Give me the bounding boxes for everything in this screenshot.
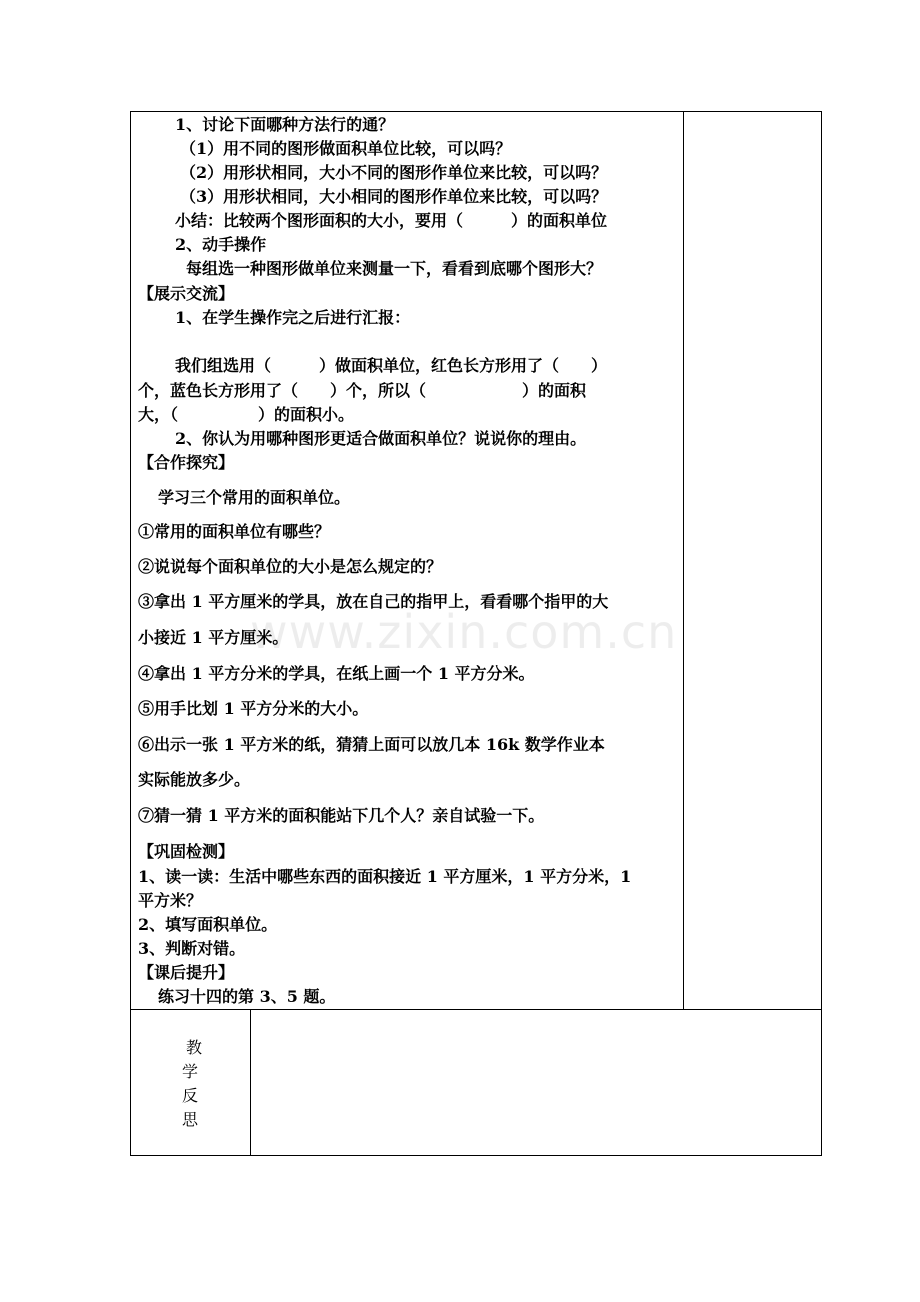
explore-item-7: ⑦猜一猜 1 平方米的面积能站下几个人？亲自试验一下。 xyxy=(138,806,545,825)
hands-on-instruction: 每组选一种图形做单位来测量一下，看看到底哪个图形大？ xyxy=(186,259,603,278)
after-class-exercise: 练习十四的第 3、5 题。 xyxy=(158,987,336,1006)
reflection-char-4: 思 xyxy=(182,1110,199,1129)
discussion-question: 1、讨论下面哪种方法行的通？ xyxy=(175,115,395,134)
reflection-char-2: 学 xyxy=(182,1062,199,1081)
section-heading-explore: 【合作探究】 xyxy=(138,453,235,472)
explore-intro: 学习三个常用的面积单位。 xyxy=(158,488,351,507)
section-heading-display: 【展示交流】 xyxy=(138,284,235,303)
explore-item-5: ⑤用手比划 1 平方分米的大小。 xyxy=(138,699,369,718)
reflection-char-3: 反 xyxy=(182,1086,199,1105)
option-3: （3）用形状相同，大小相同的图形作单位来比较，可以吗？ xyxy=(180,187,608,206)
reflection-label-divider xyxy=(250,1009,251,1156)
right-column-divider xyxy=(683,111,684,1010)
summary-line: 小结：比较两个图形面积的大小，要用（ ）的面积单位 xyxy=(175,211,608,230)
report-instruction: 1、在学生操作完之后进行汇报： xyxy=(175,308,411,327)
check-item-1: 1、读一读：生活中哪些东西的面积接近 1 平方厘米，1 平方分米，1 xyxy=(138,867,632,886)
explore-item-1: ①常用的面积单位有哪些？ xyxy=(138,522,331,541)
hands-on-heading: 2、动手操作 xyxy=(175,235,267,254)
explore-item-6-cont: 实际能放多少。 xyxy=(138,770,251,789)
report-line-3: 大，（ ）的面积小。 xyxy=(138,405,355,424)
explore-item-2: ②说说每个面积单位的大小是怎么规定的？ xyxy=(138,557,443,576)
explore-item-4: ④拿出 1 平方分米的学具，在纸上画一个 1 平方分米。 xyxy=(138,664,535,683)
explore-item-3: ③拿出 1 平方厘米的学具，放在自己的指甲上，看看哪个指甲的大 xyxy=(138,592,609,611)
unit-question: 2、你认为用哪种图形更适合做面积单位？说说你的理由。 xyxy=(175,429,587,448)
report-line-2: 个，蓝色长方形用了（ ）个，所以（ ）的面积 xyxy=(138,381,587,400)
check-item-1-cont: 平方米？ xyxy=(138,891,203,910)
check-item-2: 2、填写面积单位。 xyxy=(138,915,278,934)
section-heading-check: 【巩固检测】 xyxy=(138,842,235,861)
reflection-char-1: 教 xyxy=(186,1038,203,1057)
option-2: （2）用形状相同，大小不同的图形作单位来比较，可以吗？ xyxy=(180,163,608,182)
watermark: www.zixin.com.cn xyxy=(250,605,678,659)
option-1: （1）用不同的图形做面积单位比较，可以吗？ xyxy=(180,139,512,158)
explore-item-3-cont: 小接近 1 平方厘米。 xyxy=(138,628,289,647)
report-line-1: 我们组选用（ ）做面积单位，红色长方形用了（ ） xyxy=(175,356,608,375)
check-item-3: 3、判断对错。 xyxy=(138,939,246,958)
row-divider xyxy=(130,1009,822,1010)
section-heading-after-class: 【课后提升】 xyxy=(138,963,235,982)
explore-item-6: ⑥出示一张 1 平方米的纸，猜猜上面可以放几本 16k 数学作业本 xyxy=(138,735,605,754)
